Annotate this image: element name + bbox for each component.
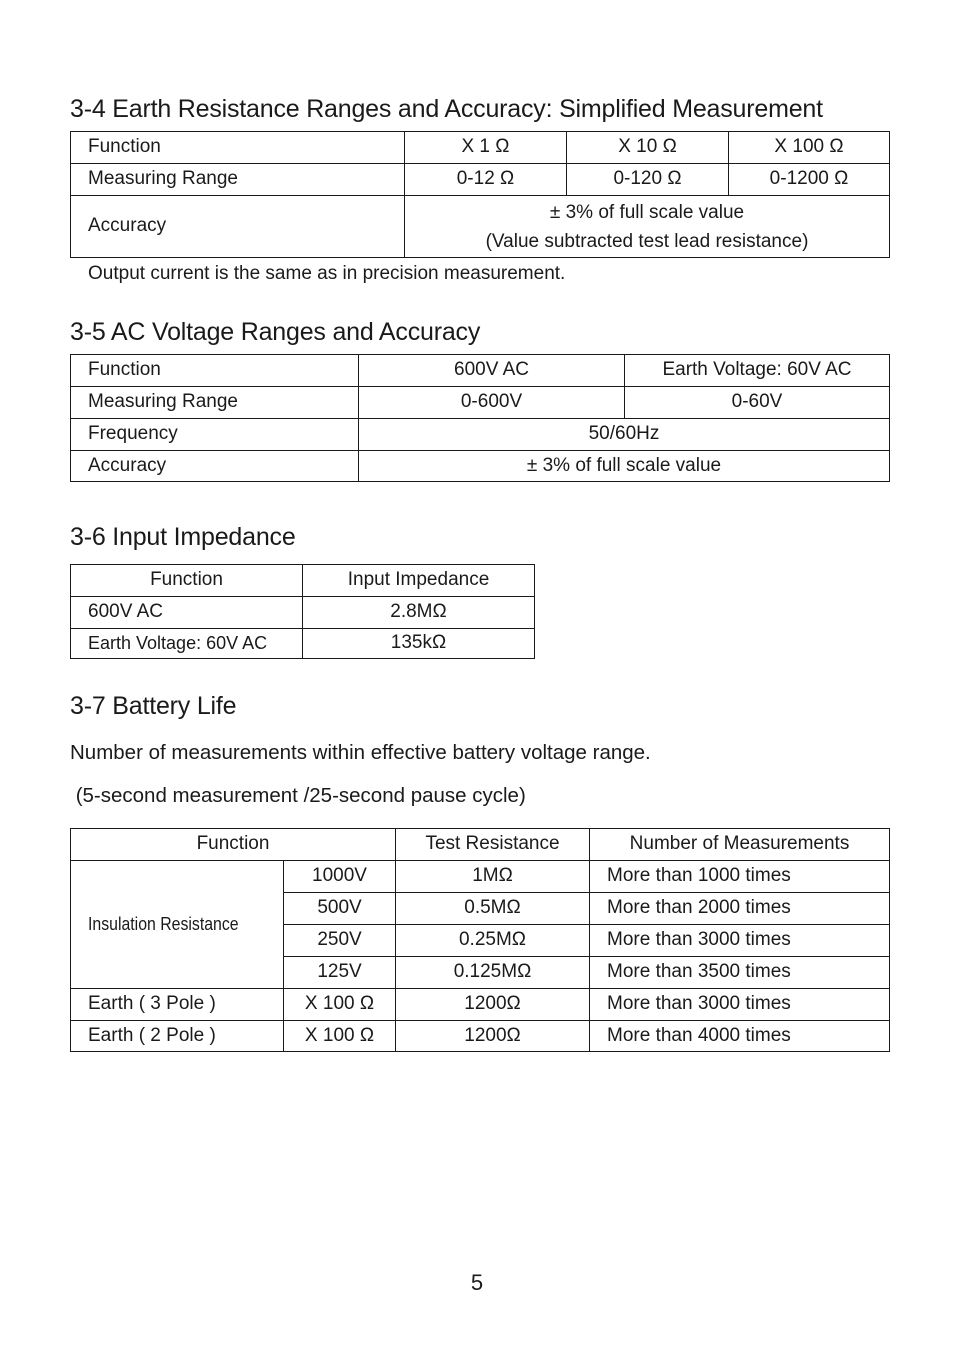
header-cell: Function bbox=[71, 829, 396, 861]
ac-voltage-table bbox=[70, 354, 890, 482]
table-cell: 2.8MΩ bbox=[303, 597, 535, 629]
table-cell: More than 3500 times bbox=[590, 957, 890, 989]
table-row bbox=[71, 989, 890, 1021]
table-cell: 0-120 Ω bbox=[567, 164, 729, 196]
row-label: Measuring Range bbox=[71, 164, 405, 196]
table-cell: 1000V bbox=[284, 861, 396, 893]
table-cell: Earth ( 2 Pole ) bbox=[71, 1021, 284, 1052]
table-cell: 135kΩ bbox=[303, 629, 535, 659]
battery-cycle-note: (5-second measurement /25-second pause cycle) bbox=[70, 784, 526, 807]
table-row bbox=[71, 1021, 890, 1052]
section-3-4-title: 3-4 Earth Resistance Ranges and Accuracy: Simplified Measurement bbox=[70, 95, 823, 123]
table-cell: 50/60Hz bbox=[359, 419, 890, 451]
table-row bbox=[71, 829, 890, 861]
page-number: 5 bbox=[470, 1270, 484, 1295]
section-3-7-title: 3-7 Battery Life bbox=[70, 692, 237, 720]
table-cell: Earth Voltage: 60V AC bbox=[71, 629, 303, 659]
table-row bbox=[71, 387, 890, 419]
table-note: Output current is the same as in precision measurement. bbox=[88, 263, 566, 284]
header-cell: Function bbox=[71, 132, 405, 164]
table-row bbox=[71, 132, 890, 164]
table-cell: More than 1000 times bbox=[590, 861, 890, 893]
table-cell: X 100 Ω bbox=[284, 989, 396, 1021]
header-cell: X 1 Ω bbox=[405, 132, 567, 164]
table-cell: 1200Ω bbox=[396, 1021, 590, 1052]
table-cell: More than 2000 times bbox=[590, 893, 890, 925]
row-label: Measuring Range bbox=[71, 387, 359, 419]
table-row bbox=[71, 164, 890, 196]
table-row bbox=[71, 355, 890, 387]
table-cell: 125V bbox=[284, 957, 396, 989]
table-cell: 0-1200 Ω bbox=[729, 164, 890, 196]
table-cell: 250V bbox=[284, 925, 396, 957]
accuracy-cell bbox=[405, 196, 890, 258]
header-cell: 600V AC bbox=[359, 355, 625, 387]
table-cell: X 100 Ω bbox=[284, 1021, 396, 1052]
insulation-resistance-text: Insulation Resistance bbox=[88, 913, 239, 934]
header-cell: X 10 Ω bbox=[567, 132, 729, 164]
table-row bbox=[71, 861, 890, 893]
table-cell: 0-60V bbox=[625, 387, 890, 419]
header-cell: Number of Measurements bbox=[590, 829, 890, 861]
insulation-resistance-label bbox=[71, 861, 284, 989]
table-cell: 600V AC bbox=[71, 597, 303, 629]
table-cell: 0.25MΩ bbox=[396, 925, 590, 957]
header-cell: Function bbox=[71, 565, 303, 597]
header-cell: Earth Voltage: 60V AC bbox=[625, 355, 890, 387]
input-impedance-table bbox=[70, 564, 535, 659]
table-cell: 0-600V bbox=[359, 387, 625, 419]
accuracy-line: ± 3% of full scale value bbox=[549, 201, 745, 223]
table-row bbox=[71, 629, 535, 659]
table-cell: More than 4000 times bbox=[590, 1021, 890, 1052]
row-label: Accuracy bbox=[71, 451, 359, 482]
table-cell: More than 3000 times bbox=[590, 925, 890, 957]
table-cell: 0-12 Ω bbox=[405, 164, 567, 196]
table-row bbox=[71, 597, 535, 629]
row-label: Accuracy bbox=[71, 196, 405, 258]
table-cell: 0.125MΩ bbox=[396, 957, 590, 989]
table-row bbox=[71, 565, 535, 597]
table-cell: 0.5MΩ bbox=[396, 893, 590, 925]
table-cell: More than 3000 times bbox=[590, 989, 890, 1021]
table-row bbox=[71, 419, 890, 451]
header-cell: Test Resistance bbox=[396, 829, 590, 861]
table-row bbox=[71, 451, 890, 482]
table-cell: Earth ( 3 Pole ) bbox=[71, 989, 284, 1021]
row-label: Frequency bbox=[71, 419, 359, 451]
accuracy-line: (Value subtracted test lead resistance) bbox=[485, 230, 809, 252]
earth-resistance-table bbox=[70, 131, 890, 258]
table-row bbox=[71, 196, 890, 258]
table-cell: 1MΩ bbox=[396, 861, 590, 893]
header-cell: Input Impedance bbox=[303, 565, 535, 597]
section-3-6-title: 3-6 Input Impedance bbox=[70, 523, 296, 551]
battery-description: Number of measurements within effective battery voltage range. bbox=[70, 741, 651, 764]
battery-life-table bbox=[70, 828, 890, 1052]
header-cell: X 100 Ω bbox=[729, 132, 890, 164]
table-cell: 500V bbox=[284, 893, 396, 925]
table-cell: ± 3% of full scale value bbox=[359, 451, 890, 482]
section-3-5-title: 3-5 AC Voltage Ranges and Accuracy bbox=[70, 318, 481, 346]
table-cell: 1200Ω bbox=[396, 989, 590, 1021]
header-cell: Function bbox=[71, 355, 359, 387]
